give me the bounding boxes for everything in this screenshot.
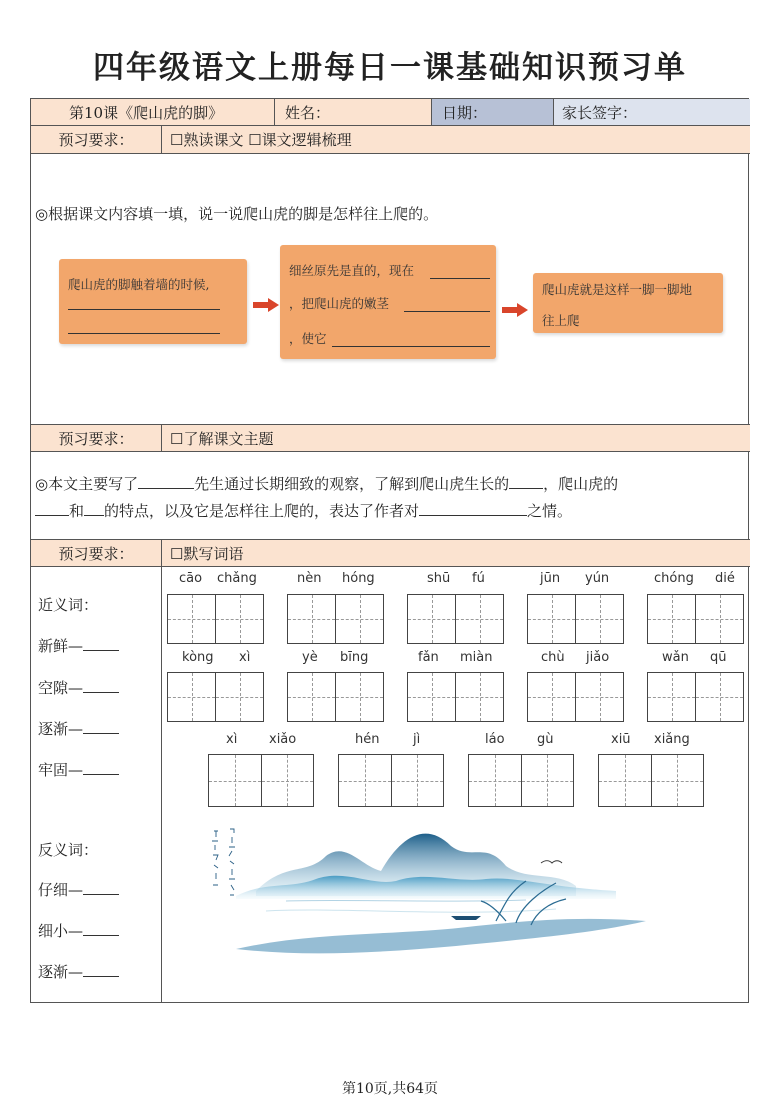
pinyin-label: xì bbox=[226, 732, 238, 747]
answer-blank[interactable] bbox=[138, 472, 194, 489]
pinyin-label: cāo bbox=[179, 571, 203, 586]
name-label: 姓名： bbox=[285, 103, 331, 122]
answer-blank[interactable] bbox=[419, 499, 527, 516]
parent-signature-cell[interactable] bbox=[553, 99, 750, 126]
page-footer: 第10页,共64页 bbox=[341, 1081, 439, 1097]
section3-req-items[interactable]: ☐默写词语 bbox=[161, 539, 750, 567]
answer-blank[interactable] bbox=[83, 919, 119, 936]
tianzige-box[interactable] bbox=[208, 754, 314, 807]
antonym-word: 细小— bbox=[38, 922, 84, 940]
answer-line[interactable] bbox=[332, 346, 490, 347]
parent-signature-label: 家长签字： bbox=[562, 103, 638, 122]
answer-blank[interactable] bbox=[509, 472, 543, 489]
pinyin-label: yè bbox=[302, 650, 318, 665]
pinyin-label: jì bbox=[413, 732, 421, 747]
pinyin-label: hén bbox=[355, 732, 380, 747]
answer-blank[interactable] bbox=[83, 758, 119, 775]
arrow-right-icon bbox=[502, 303, 528, 317]
section2-paragraph-line2 bbox=[35, 499, 572, 521]
name-cell[interactable] bbox=[274, 99, 431, 126]
page-title: 四年级语文上册每日一课基础知识预习单 bbox=[93, 50, 687, 86]
lesson-cell bbox=[31, 99, 274, 126]
tianzige-box[interactable] bbox=[338, 754, 444, 807]
synonym-word: 逐渐— bbox=[38, 720, 84, 738]
synonym-word: 空隙— bbox=[38, 679, 84, 697]
pinyin-label: qū bbox=[710, 650, 727, 665]
tianzige-box[interactable] bbox=[527, 672, 624, 722]
tianzige-box[interactable] bbox=[407, 594, 504, 644]
pinyin-label: xì bbox=[239, 650, 251, 665]
section1-question: ◎根据课文内容填一填，说一说爬山虎的脚是怎样往上爬的。 bbox=[35, 205, 439, 223]
pinyin-label: yún bbox=[585, 571, 610, 586]
tianzige-box[interactable] bbox=[647, 594, 744, 644]
date-cell[interactable] bbox=[431, 99, 553, 126]
ink-landscape-illustration bbox=[196, 821, 676, 971]
antonym-word: 逐渐— bbox=[38, 963, 84, 981]
synonym-item bbox=[38, 634, 119, 656]
flow-box-2-line3: ，使它 bbox=[289, 331, 327, 346]
section1-req-label: 预习要求： bbox=[31, 126, 161, 154]
pinyin-label: láo bbox=[485, 732, 505, 747]
section2-req-items[interactable]: ☐了解课文主题 bbox=[161, 424, 750, 452]
pinyin-label: chóng bbox=[654, 571, 694, 586]
tianzige-box[interactable] bbox=[167, 594, 264, 644]
pinyin-label: fǎn bbox=[418, 650, 439, 665]
section1-req-items[interactable]: ☐熟读课文 ☐课文逻辑梳理 bbox=[161, 126, 750, 154]
pinyin-label: xiǎo bbox=[269, 732, 297, 747]
answer-blank[interactable] bbox=[35, 499, 69, 516]
antonym-title: 反义词： bbox=[38, 841, 99, 859]
synonym-word: 牢固— bbox=[38, 761, 84, 779]
tianzige-box[interactable] bbox=[527, 594, 624, 644]
answer-line[interactable] bbox=[404, 311, 490, 312]
section3-req-label: 预习要求： bbox=[31, 539, 161, 567]
tianzige-box[interactable] bbox=[407, 672, 504, 722]
date-label: 日期： bbox=[442, 103, 488, 122]
flow-box-3-line2: 往上爬 bbox=[542, 313, 580, 328]
column-divider bbox=[161, 567, 162, 1003]
synonym-title: 近义词： bbox=[38, 596, 99, 614]
pinyin-label: nèn bbox=[297, 571, 322, 586]
answer-blank[interactable] bbox=[83, 634, 119, 651]
pinyin-label: gù bbox=[537, 732, 554, 747]
para-text: 先生通过长期细致的观察，了解到爬山虎生长的 bbox=[194, 475, 510, 493]
pinyin-label: jūn bbox=[540, 571, 561, 586]
flow-box-2-line1: 细丝原先是直的，现在 bbox=[289, 263, 415, 278]
pinyin-label: chù bbox=[541, 650, 565, 665]
pinyin-label: chǎng bbox=[217, 571, 257, 586]
antonym-item bbox=[38, 960, 119, 982]
section2-req-label: 预习要求： bbox=[31, 424, 161, 452]
answer-blank[interactable] bbox=[83, 878, 119, 895]
answer-line[interactable] bbox=[68, 333, 220, 334]
pinyin-label: hóng bbox=[342, 571, 375, 586]
tianzige-box[interactable] bbox=[468, 754, 574, 807]
synonym-item bbox=[38, 717, 119, 739]
tianzige-box[interactable] bbox=[647, 672, 744, 722]
tianzige-box[interactable] bbox=[598, 754, 704, 807]
antonym-item bbox=[38, 919, 119, 941]
pinyin-label: fú bbox=[472, 571, 485, 586]
flow-box-3-line1: 爬山虎就是这样一脚一脚地 bbox=[542, 282, 693, 297]
antonym-word: 仔细— bbox=[38, 881, 84, 899]
tianzige-box[interactable] bbox=[167, 672, 264, 722]
flow-box-1 bbox=[59, 259, 247, 344]
para-text: ◎本文主要写了 bbox=[35, 475, 139, 493]
answer-blank[interactable] bbox=[84, 499, 104, 516]
tianzige-box[interactable] bbox=[287, 594, 384, 644]
pinyin-label: shū bbox=[427, 571, 451, 586]
antonym-item bbox=[38, 878, 119, 900]
pinyin-label: kòng bbox=[182, 650, 214, 665]
section2-paragraph-line1 bbox=[35, 472, 618, 494]
pinyin-label: bīng bbox=[340, 650, 369, 665]
answer-line[interactable] bbox=[430, 278, 490, 279]
flow-box-3 bbox=[533, 273, 723, 333]
lesson-title: 第10课《爬山虎的脚》 bbox=[69, 103, 224, 122]
para-text: 和 bbox=[69, 502, 85, 520]
synonym-item bbox=[38, 676, 119, 698]
flow-box-2-line2: ，把爬山虎的嫩茎 bbox=[289, 296, 390, 311]
flow-box-1-text: 爬山虎的脚触着墙的时候, bbox=[68, 277, 210, 292]
flow-box-2 bbox=[280, 245, 496, 359]
para-text: 之情。 bbox=[527, 502, 573, 520]
answer-blank[interactable] bbox=[83, 717, 119, 734]
worksheet-table bbox=[30, 98, 749, 1003]
para-text: ，爬山虎的 bbox=[543, 475, 619, 493]
pinyin-label: xiū bbox=[611, 732, 631, 747]
answer-line[interactable] bbox=[68, 309, 220, 310]
pinyin-label: miàn bbox=[460, 650, 493, 665]
arrow-right-icon bbox=[253, 298, 279, 312]
answer-blank[interactable] bbox=[83, 960, 119, 977]
pinyin-label: wǎn bbox=[662, 650, 689, 665]
tianzige-box[interactable] bbox=[287, 672, 384, 722]
pinyin-label: xiǎng bbox=[654, 732, 690, 747]
synonym-item bbox=[38, 758, 119, 780]
pinyin-label: dié bbox=[715, 571, 735, 586]
answer-blank[interactable] bbox=[83, 676, 119, 693]
para-text: 的特点，以及它是怎样往上爬的，表达了作者对 bbox=[104, 502, 420, 520]
calligraphy-seal-text bbox=[208, 827, 242, 907]
synonym-word: 新鲜— bbox=[38, 637, 84, 655]
pinyin-label: jiǎo bbox=[586, 650, 610, 665]
